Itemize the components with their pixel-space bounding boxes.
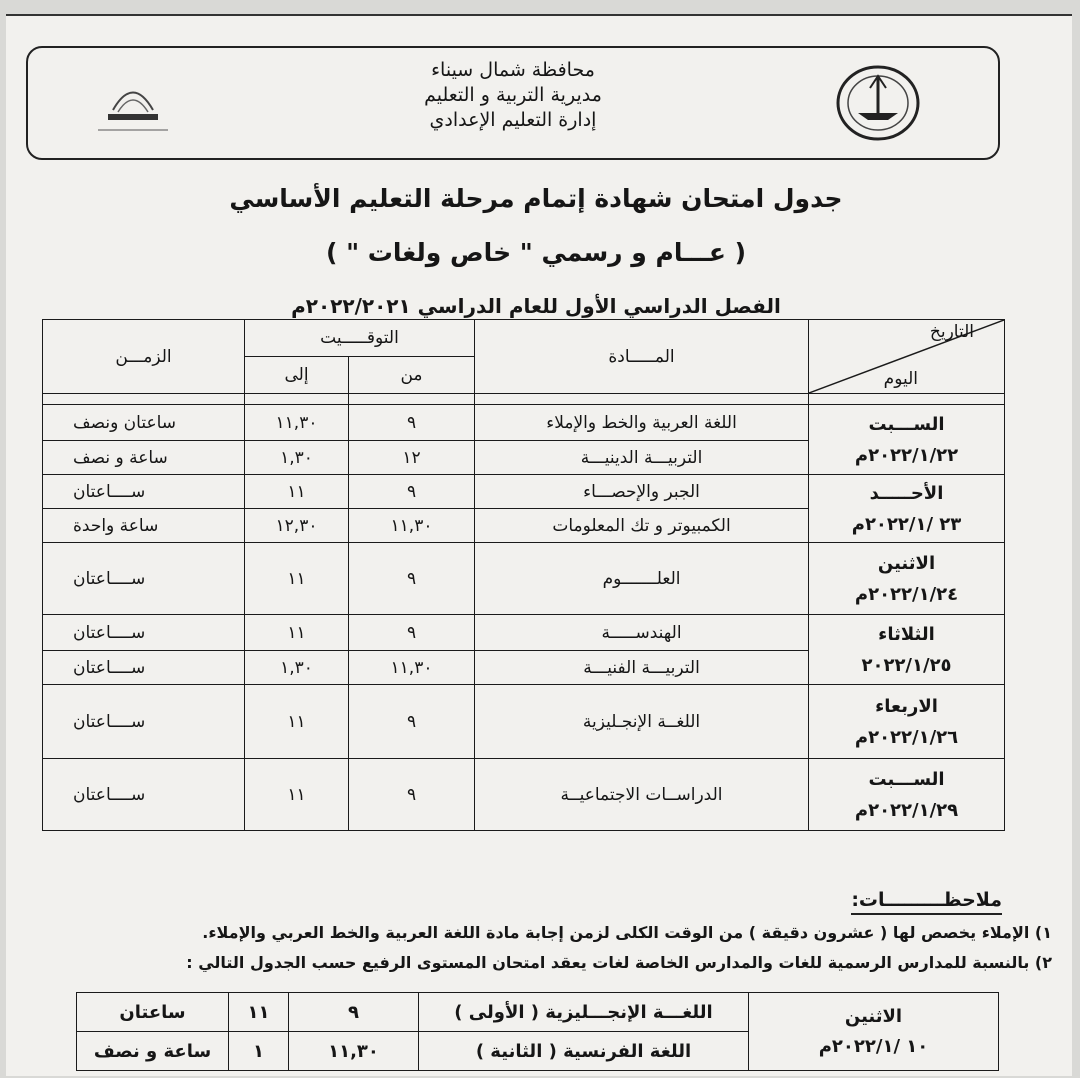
timing-header: التوقـــــيت	[245, 320, 475, 357]
table-row	[43, 405, 1005, 441]
exam-date: ٢٠٢٢/١/٢٤م	[854, 583, 959, 605]
to-cell: ١١	[245, 543, 349, 615]
subject-cell: الكمبيوتر و تك المعلومات	[475, 509, 809, 543]
date-day-header	[809, 320, 1005, 394]
duration-cell: ســــاعتان	[43, 475, 245, 509]
duration-cell: ســــاعتان	[43, 685, 245, 759]
from-header: من	[349, 357, 475, 394]
exam-day: الســـبت	[868, 413, 945, 435]
table-row	[43, 475, 1005, 509]
extra-from-2: ١١,٣٠	[289, 1032, 419, 1071]
to-cell: ١١	[245, 685, 349, 759]
day-date-cell	[809, 475, 1005, 543]
subject-header: المـــــادة	[475, 320, 809, 394]
from-cell: ١١,٣٠	[349, 509, 475, 543]
subject-cell: العلـــــــوم	[475, 543, 809, 615]
duration-cell: ســــاعتان	[43, 651, 245, 685]
subject-cell: التربيـــة الدينيـــة	[475, 441, 809, 475]
duration-header: الزمـــن	[43, 320, 245, 394]
schedule-subtitle: ( عـــام و رسمي " خاص ولغات " )	[325, 238, 747, 267]
to-cell: ١٢,٣٠	[245, 509, 349, 543]
from-cell: ١٢	[349, 441, 475, 475]
exam-day: الاربعاء	[875, 695, 938, 717]
exam-date: ٢٠٢٢/١/٢٥	[861, 654, 952, 676]
to-cell: ١١,٣٠	[245, 405, 349, 441]
duration-cell: ســــاعتان	[43, 543, 245, 615]
day-date-cell	[809, 543, 1005, 615]
duration-cell: ســــاعتان	[43, 615, 245, 651]
day-date-cell	[809, 615, 1005, 685]
extra-subject-1: اللغـــة الإنجـــليزية ( الأولى )	[419, 993, 749, 1032]
from-cell: ٩	[349, 405, 475, 441]
from-cell: ١١,٣٠	[349, 651, 475, 685]
document-sheet	[6, 14, 1072, 1076]
from-cell: ٩	[349, 475, 475, 509]
table-row	[43, 543, 1005, 615]
date-header: التاريخ	[929, 322, 975, 342]
extra-to-2: ١	[229, 1032, 289, 1071]
note-2: ٢) بالنسبة للمدارس الرسمية للغات والمدارس الخاصة لغات يعقد امتحان المستوى الرفيع حسب الجدول التالي :	[186, 953, 1052, 972]
subject-cell: اللغــة الإنجـليزية	[475, 685, 809, 759]
exam-day: الســـبت	[868, 768, 945, 790]
extra-day: الاثنين	[844, 1005, 903, 1027]
duration-cell: ساعتان ونصف	[43, 405, 245, 441]
schedule-body	[43, 405, 1005, 831]
schedule-title: جدول امتحان شهادة إتمام مرحلة التعليم الأساسي	[229, 184, 843, 213]
administration-name: إدارة التعليم الإعدادي	[429, 109, 597, 131]
letterhead-text	[278, 58, 748, 133]
day-date-cell	[809, 685, 1005, 759]
table-row	[43, 615, 1005, 651]
day-date-cell	[809, 759, 1005, 831]
exam-date: ٢٣ /٢٠٢٢/١م	[851, 513, 962, 535]
exam-date: ٢٠٢٢/١/٢٩م	[854, 799, 959, 821]
duration-cell: ساعة واحدة	[43, 509, 245, 543]
exam-day: الثلاثاء	[878, 623, 935, 645]
exam-date: ٢٠٢٢/١/٢٢م	[854, 444, 959, 466]
ministry-emblem-icon	[88, 70, 178, 140]
table-header-row	[43, 320, 1005, 357]
to-cell: ١١	[245, 615, 349, 651]
exam-date: ٢٠٢٢/١/٢٦م	[854, 726, 959, 748]
subject-cell: التربيـــة الفنيـــة	[475, 651, 809, 685]
advanced-level-table	[76, 992, 999, 1071]
from-cell: ٩	[349, 543, 475, 615]
to-cell: ١١	[245, 759, 349, 831]
to-cell: ١,٣٠	[245, 651, 349, 685]
notes-title: ملاحظـــــــــات:	[851, 889, 1002, 915]
to-header: إلى	[245, 357, 349, 394]
table-spacer	[43, 394, 1005, 405]
to-cell: ١١	[245, 475, 349, 509]
directorate-name: مديرية التربية و التعليم	[424, 84, 602, 106]
from-cell: ٩	[349, 685, 475, 759]
from-cell: ٩	[349, 615, 475, 651]
subject-cell: اللغة العربية والخط والإملاء	[475, 405, 809, 441]
governorate-name: محافظة شمال سيناء	[431, 59, 595, 81]
extra-day-cell	[749, 993, 999, 1071]
subject-cell: الجبر والإحصـــاء	[475, 475, 809, 509]
exam-day: الاثنين	[877, 552, 936, 574]
duration-cell: ســــاعتان	[43, 759, 245, 831]
letterhead	[26, 46, 1000, 160]
exam-day: الأحـــــد	[869, 482, 944, 504]
extra-subject-2: اللغة الفرنسية ( الثانية )	[419, 1032, 749, 1071]
day-header: اليوم	[883, 369, 919, 389]
duration-cell: ساعة و نصف	[43, 441, 245, 475]
extra-duration-2: ساعة و نصف	[77, 1032, 229, 1071]
exam-schedule-table	[42, 319, 1005, 831]
subject-cell: الهندســـــة	[475, 615, 809, 651]
from-cell: ٩	[349, 759, 475, 831]
subject-cell: الدراســات الاجتماعيــة	[475, 759, 809, 831]
extra-date: ١٠ /٢٠٢٢/١م	[818, 1035, 929, 1057]
semester-line: الفصل الدراسي الأول للعام الدراسي ٢٠٢٢/٢٠٢١م	[291, 294, 781, 318]
note-1: ١) الإملاء يخصص لها ( عشرون دقيقة ) من الوقت الكلى لزمن إجابة مادة اللغة العربية والخط العربي والإملاء.	[202, 923, 1052, 942]
governorate-logo-icon	[828, 58, 928, 148]
day-date-cell	[809, 405, 1005, 475]
table-row	[43, 685, 1005, 759]
extra-duration-1: ساعتان	[77, 993, 229, 1032]
table-row	[77, 993, 999, 1032]
extra-from-1: ٩	[289, 993, 419, 1032]
table-row	[43, 759, 1005, 831]
to-cell: ١,٣٠	[245, 441, 349, 475]
extra-to-1: ١١	[229, 993, 289, 1032]
